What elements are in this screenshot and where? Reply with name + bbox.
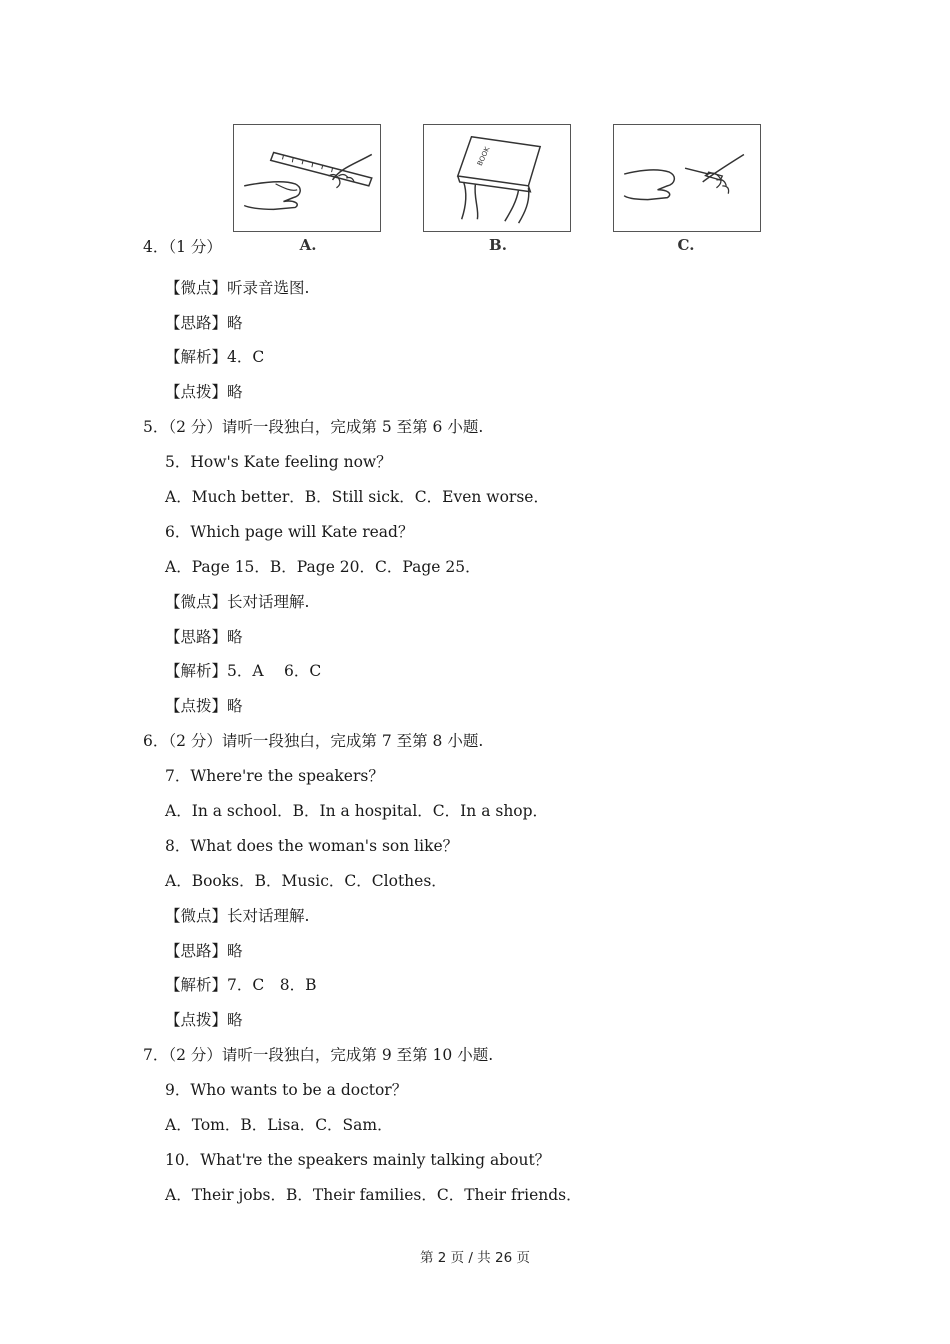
picture-c-label: C.	[677, 236, 695, 254]
question-heading: 4．（1 分）	[143, 238, 222, 256]
page-footer: 第 2 页 / 共 26 页	[419, 1250, 531, 1266]
text-line: 8．What does the woman's son like？	[165, 837, 459, 855]
text-line: 【点拨】略	[165, 383, 243, 401]
hand-ruler-illustration	[234, 125, 380, 231]
picture-c-knife	[613, 124, 761, 232]
text-line: 【微点】长对话理解.	[165, 593, 310, 611]
text-line: 【思路】略	[165, 314, 243, 332]
text-line: A．Books．B．Music．C．Clothes．	[165, 872, 447, 890]
picture-b-book	[423, 124, 571, 232]
text-line: A．Tom．B．Lisa．C．Sam．	[165, 1116, 393, 1134]
text-line: 10．What're the speakers mainly talking about？	[165, 1151, 551, 1169]
text-line: 【点拨】略	[165, 697, 243, 715]
text-line: 【思路】略	[165, 942, 243, 960]
text-line: 【解析】7．C 8．B	[165, 976, 317, 994]
text-line: 【点拨】略	[165, 1011, 243, 1029]
text-line: A．In a school．B．In a hospital．C．In a shop．	[165, 802, 549, 820]
text-line: A．Their jobs．B．Their families．C．Their friends．	[165, 1186, 582, 1204]
question-heading: 7．（2 分）请听一段独白，完成第 9 至第 10 小题.	[143, 1046, 494, 1064]
hands-book-illustration	[424, 125, 570, 231]
picture-b-label: B.	[489, 236, 507, 254]
text-line: A．Much better．B．Still sick．C．Even worse．	[165, 488, 549, 506]
text-line: 5．How's Kate feeling now？	[165, 453, 392, 471]
text-line: 【思路】略	[165, 628, 243, 646]
hand-knife-illustration	[614, 125, 760, 231]
text-line: 【微点】听录音选图.	[165, 279, 310, 297]
text-line: 【解析】4．C	[165, 348, 265, 366]
question-4-pictures	[233, 124, 773, 254]
picture-a-label: A.	[299, 236, 317, 254]
text-line: 6．Which page will Kate read？	[165, 523, 414, 541]
question-heading: 6．（2 分）请听一段独白，完成第 7 至第 8 小题.	[143, 732, 484, 750]
question-heading: 5．（2 分）请听一段独白，完成第 5 至第 6 小题.	[143, 418, 484, 436]
text-line: 7．Where're the speakers？	[165, 767, 384, 785]
text-line: 9．Who wants to be a doctor？	[165, 1081, 408, 1099]
text-line: 【解析】5．A 6．C	[165, 662, 322, 680]
text-line: 【微点】长对话理解.	[165, 907, 310, 925]
svg-text:BOOK: BOOK	[475, 145, 492, 168]
picture-a-ruler	[233, 124, 381, 232]
text-line: A．Page 15．B．Page 20．C．Page 25．	[165, 558, 481, 576]
